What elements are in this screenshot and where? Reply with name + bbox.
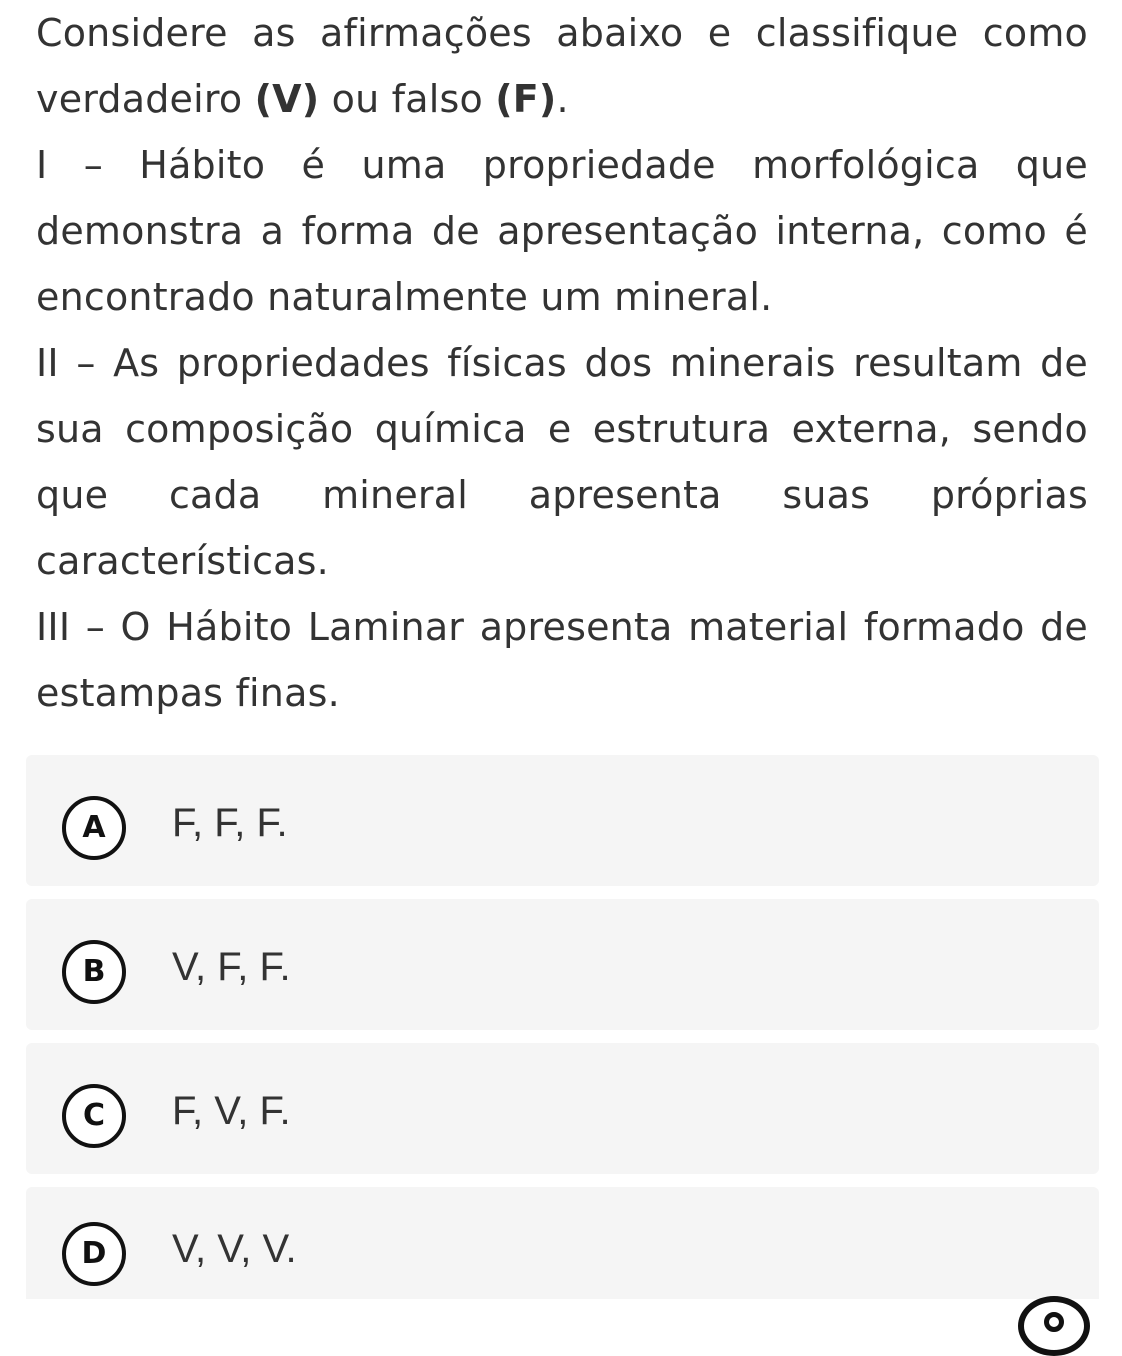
- option-text: V, F, F.: [172, 945, 291, 989]
- option-letter-badge: B: [62, 940, 126, 1004]
- false-label: (F): [495, 77, 557, 121]
- answer-option-d[interactable]: [26, 1187, 1099, 1299]
- option-letter-badge: C: [62, 1084, 126, 1148]
- answer-option-c[interactable]: [26, 1043, 1099, 1174]
- option-text: V, V, V.: [172, 1227, 297, 1271]
- statement-1: I – Hábito é uma propriedade morfológica que demonstra a forma de apresentação interna, como é encontrado naturalmente um mineral.: [36, 143, 1088, 319]
- option-letter-badge: A: [62, 796, 126, 860]
- answer-option-b[interactable]: [26, 899, 1099, 1030]
- true-label: (V): [254, 77, 320, 121]
- question-intro: Considere as afirmações abaixo e classifique como verdadeiro (V) ou falso (F).: [36, 11, 1088, 121]
- option-text: F, F, F.: [172, 801, 288, 845]
- option-text: F, V, F.: [172, 1089, 291, 1133]
- statement-3: III – O Hábito Laminar apresenta material formado de estampas finas.: [36, 605, 1088, 715]
- statement-2: II – As propriedades físicas dos minerais resultam de sua composição química e estrutura externa, sendo que cada mineral apresenta suas próprias características.: [36, 341, 1088, 583]
- search-icon[interactable]: [1018, 1296, 1090, 1356]
- option-letter-badge: D: [62, 1222, 126, 1286]
- answer-option-a[interactable]: [26, 755, 1099, 886]
- question-text: [36, 0, 1088, 726]
